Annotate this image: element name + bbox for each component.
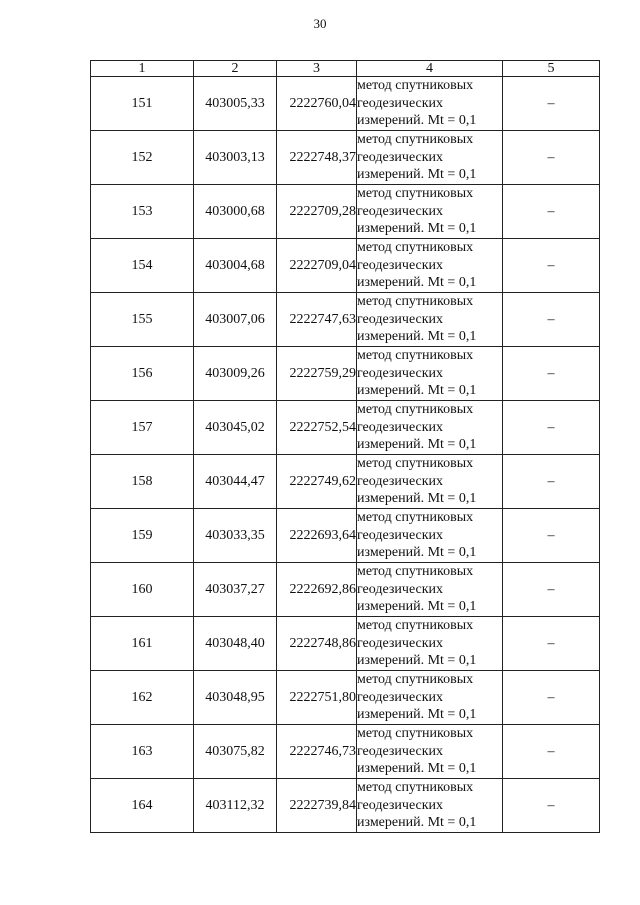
method-line-2: геодезических	[357, 95, 444, 111]
table-row	[91, 671, 600, 725]
y-coordinate-cell: 2222746,73	[277, 725, 357, 779]
point-number-cell: 162	[91, 671, 194, 725]
method-line-2: геодезических	[357, 203, 444, 219]
y-coordinate-cell: 2222760,04	[277, 77, 357, 131]
method-line-3: измерений. Mt = 0,1	[357, 221, 477, 237]
method-cell	[357, 347, 503, 401]
method-line-3: измерений. Mt = 0,1	[357, 653, 477, 669]
method-line-2: геодезических	[357, 797, 444, 813]
table-row	[91, 617, 600, 671]
point-number-cell: 160	[91, 563, 194, 617]
method-cell	[357, 725, 503, 779]
method-line-3: измерений. Mt = 0,1	[357, 437, 477, 453]
method-line-2: геодезических	[357, 419, 444, 435]
table-row	[91, 347, 600, 401]
y-coordinate-cell: 2222739,84	[277, 779, 357, 833]
x-coordinate-cell: 403003,13	[194, 131, 277, 185]
table-row	[91, 509, 600, 563]
x-coordinate-cell: 403044,47	[194, 455, 277, 509]
y-coordinate-cell: 2222709,04	[277, 239, 357, 293]
method-line-2: геодезических	[357, 635, 444, 651]
table-row	[91, 725, 600, 779]
x-coordinate-cell: 403009,26	[194, 347, 277, 401]
method-line-1: метод спутниковых	[357, 402, 474, 418]
note-cell: –	[503, 293, 600, 347]
method-cell	[357, 77, 503, 131]
x-coordinate-cell: 403033,35	[194, 509, 277, 563]
note-cell: –	[503, 509, 600, 563]
method-line-1: метод спутниковых	[357, 240, 474, 256]
x-coordinate-cell: 403045,02	[194, 401, 277, 455]
note-cell: –	[503, 131, 600, 185]
method-line-1: метод спутниковых	[357, 348, 474, 364]
method-line-2: геодезических	[357, 311, 444, 327]
y-coordinate-cell: 2222693,64	[277, 509, 357, 563]
table-row	[91, 293, 600, 347]
y-coordinate-cell: 2222748,37	[277, 131, 357, 185]
method-line-3: измерений. Mt = 0,1	[357, 599, 477, 615]
coordinates-table	[90, 60, 600, 833]
point-number-cell: 163	[91, 725, 194, 779]
header-col-5: 5	[503, 61, 600, 77]
y-coordinate-cell: 2222759,29	[277, 347, 357, 401]
method-line-1: метод спутниковых	[357, 510, 474, 526]
table-body	[91, 77, 600, 833]
method-cell	[357, 455, 503, 509]
y-coordinate-cell: 2222752,54	[277, 401, 357, 455]
point-number-cell: 155	[91, 293, 194, 347]
method-line-3: измерений. Mt = 0,1	[357, 815, 477, 831]
x-coordinate-cell: 403007,06	[194, 293, 277, 347]
method-line-1: метод спутниковых	[357, 672, 474, 688]
note-cell: –	[503, 401, 600, 455]
x-coordinate-cell: 403048,40	[194, 617, 277, 671]
method-line-1: метод спутниковых	[357, 78, 474, 94]
method-line-2: геодезических	[357, 257, 444, 273]
method-cell	[357, 131, 503, 185]
method-line-3: измерений. Mt = 0,1	[357, 383, 477, 399]
note-cell: –	[503, 455, 600, 509]
point-number-cell: 154	[91, 239, 194, 293]
method-line-1: метод спутниковых	[357, 726, 474, 742]
note-cell: –	[503, 347, 600, 401]
x-coordinate-cell: 403005,33	[194, 77, 277, 131]
x-coordinate-cell: 403000,68	[194, 185, 277, 239]
method-cell	[357, 617, 503, 671]
point-number-cell: 164	[91, 779, 194, 833]
table-row	[91, 401, 600, 455]
method-line-3: измерений. Mt = 0,1	[357, 113, 477, 129]
point-number-cell: 157	[91, 401, 194, 455]
x-coordinate-cell: 403048,95	[194, 671, 277, 725]
method-line-1: метод спутниковых	[357, 780, 474, 796]
method-cell	[357, 401, 503, 455]
y-coordinate-cell: 2222709,28	[277, 185, 357, 239]
point-number-cell: 153	[91, 185, 194, 239]
method-cell	[357, 779, 503, 833]
method-line-2: геодезических	[357, 527, 444, 543]
table-header	[91, 61, 600, 77]
note-cell: –	[503, 617, 600, 671]
page-number: 30	[313, 16, 327, 31]
method-line-3: измерений. Mt = 0,1	[357, 707, 477, 723]
header-col-1: 1	[91, 61, 194, 77]
table-row	[91, 77, 600, 131]
method-line-3: измерений. Mt = 0,1	[357, 491, 477, 507]
header-col-2: 2	[194, 61, 277, 77]
method-cell	[357, 239, 503, 293]
table-row	[91, 563, 600, 617]
x-coordinate-cell: 403075,82	[194, 725, 277, 779]
method-line-1: метод спутниковых	[357, 564, 474, 580]
method-line-3: измерений. Mt = 0,1	[357, 167, 477, 183]
note-cell: –	[503, 77, 600, 131]
method-line-3: измерений. Mt = 0,1	[357, 545, 477, 561]
method-line-2: геодезических	[357, 365, 444, 381]
point-number-cell: 151	[91, 77, 194, 131]
method-line-3: измерений. Mt = 0,1	[357, 761, 477, 777]
header-row	[91, 61, 600, 77]
note-cell: –	[503, 185, 600, 239]
method-cell	[357, 293, 503, 347]
method-cell	[357, 671, 503, 725]
method-line-2: геодезических	[357, 473, 444, 489]
table-row	[91, 185, 600, 239]
method-line-2: геодезических	[357, 581, 444, 597]
method-line-1: метод спутниковых	[357, 132, 474, 148]
method-cell	[357, 563, 503, 617]
header-col-4: 4	[357, 61, 503, 77]
y-coordinate-cell: 2222751,80	[277, 671, 357, 725]
method-line-2: геодезических	[357, 743, 444, 759]
point-number-cell: 161	[91, 617, 194, 671]
x-coordinate-cell: 403037,27	[194, 563, 277, 617]
method-line-1: метод спутниковых	[357, 456, 474, 472]
table-row	[91, 239, 600, 293]
header-col-3: 3	[277, 61, 357, 77]
method-line-3: измерений. Mt = 0,1	[357, 275, 477, 291]
table-row	[91, 779, 600, 833]
method-line-2: геодезических	[357, 149, 444, 165]
method-line-3: измерений. Mt = 0,1	[357, 329, 477, 345]
method-line-1: метод спутниковых	[357, 186, 474, 202]
method-cell	[357, 509, 503, 563]
y-coordinate-cell: 2222748,86	[277, 617, 357, 671]
note-cell: –	[503, 671, 600, 725]
table-row	[91, 455, 600, 509]
y-coordinate-cell: 2222749,62	[277, 455, 357, 509]
method-line-1: метод спутниковых	[357, 294, 474, 310]
note-cell: –	[503, 725, 600, 779]
point-number-cell: 159	[91, 509, 194, 563]
note-cell: –	[503, 563, 600, 617]
x-coordinate-cell: 403112,32	[194, 779, 277, 833]
note-cell: –	[503, 239, 600, 293]
table-row	[91, 131, 600, 185]
point-number-cell: 152	[91, 131, 194, 185]
point-number-cell: 156	[91, 347, 194, 401]
note-cell: –	[503, 779, 600, 833]
point-number-cell: 158	[91, 455, 194, 509]
method-line-2: геодезических	[357, 689, 444, 705]
method-line-1: метод спутниковых	[357, 618, 474, 634]
y-coordinate-cell: 2222747,63	[277, 293, 357, 347]
x-coordinate-cell: 403004,68	[194, 239, 277, 293]
y-coordinate-cell: 2222692,86	[277, 563, 357, 617]
method-cell	[357, 185, 503, 239]
